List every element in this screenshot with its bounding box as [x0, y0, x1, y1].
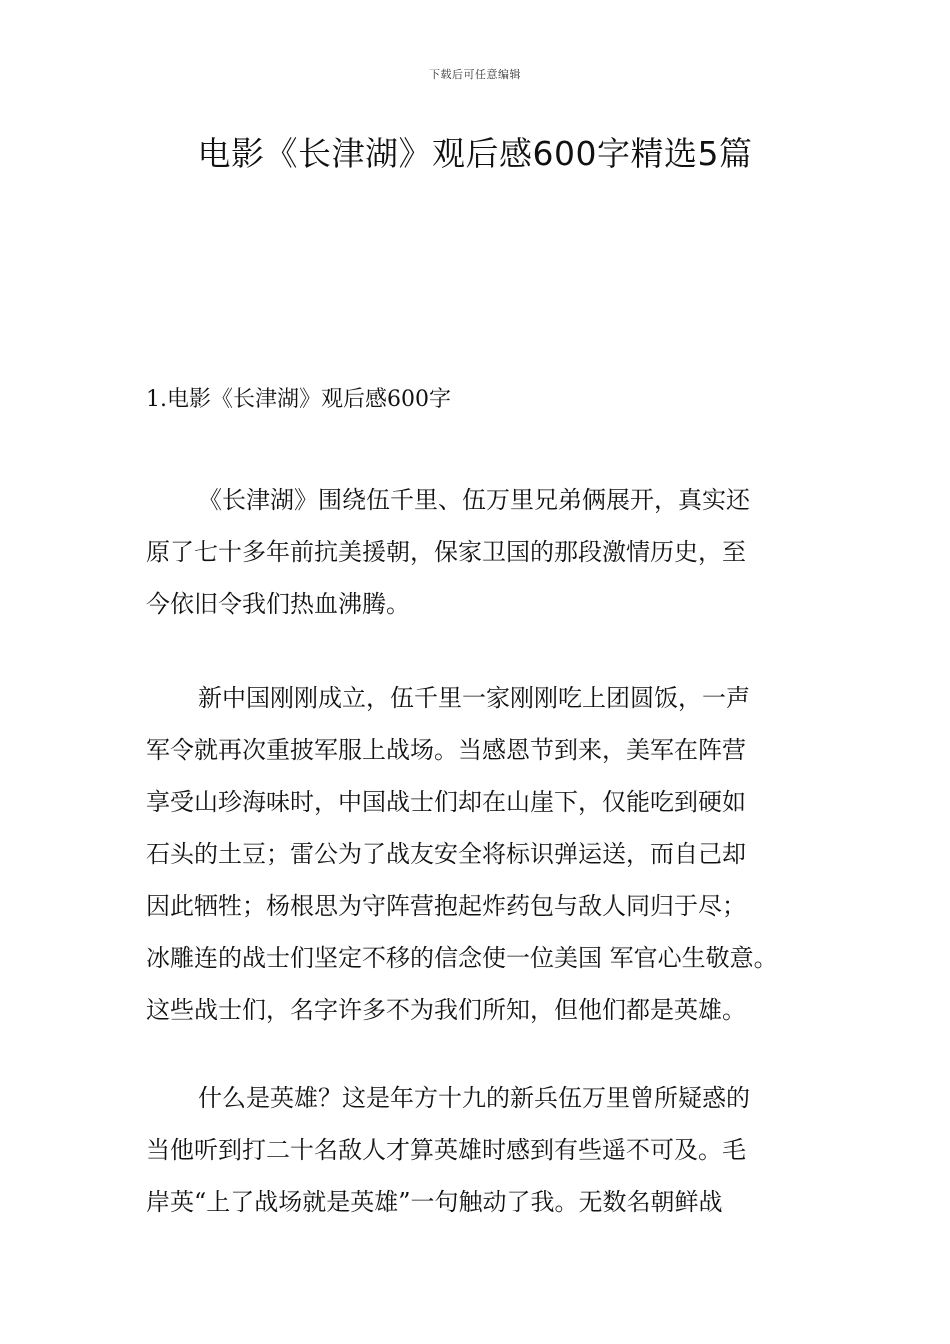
paragraph-line: 新中国刚刚成立，伍千里一家刚刚吃上团圆饭，一声	[198, 684, 750, 712]
document-title: 电影《长津湖》观后感600字精选5篇	[197, 134, 753, 173]
paragraph-line: 岸英“上了战场就是英雄”一句触动了我。无数名朝鲜战	[146, 1188, 723, 1216]
paragraph-line: 石头的土豆；雷公为了战友安全将标识弹运送，而自己却	[146, 840, 746, 868]
paragraph-line: 冰雕连的战士们坚定不移的信念使一位美国 军官心生敬意。	[146, 944, 778, 972]
paragraph-line: 今依旧令我们热血沸腾。	[146, 590, 410, 618]
paragraph-line: 原了七十多年前抗美援朝，保家卫国的那段激情历史，至	[146, 538, 746, 566]
paragraph-line: 什么是英雄？这是年方十九的新兵伍万里曾所疑惑的	[198, 1084, 750, 1112]
header-note: 下载后可任意编辑	[429, 68, 521, 81]
paragraph-line: 军令就再次重披军服上战场。当感恩节到来，美军在阵营	[146, 736, 746, 764]
paragraph-line: 这些战士们，名字许多不为我们所知，但他们都是英雄。	[146, 996, 746, 1024]
paragraph	[146, 474, 826, 630]
paragraph-line: 当他听到打二十名敌人才算英雄时感到有些遥不可及。毛	[146, 1136, 746, 1164]
paragraph-line: 享受山珍海味时，中国战士们却在山崖下，仅能吃到硬如	[146, 788, 746, 816]
paragraph-line: 《长津湖》围绕伍千里、伍万里兄弟俩展开，真实还	[198, 486, 750, 514]
section-heading: 1.电影《长津湖》观后感600字	[146, 387, 451, 412]
paragraph-line: 因此牺牲；杨根思为守阵营抱起炸药包与敌人同归于尽；	[146, 892, 746, 920]
paragraph	[146, 1072, 826, 1228]
paragraph	[146, 672, 826, 1036]
